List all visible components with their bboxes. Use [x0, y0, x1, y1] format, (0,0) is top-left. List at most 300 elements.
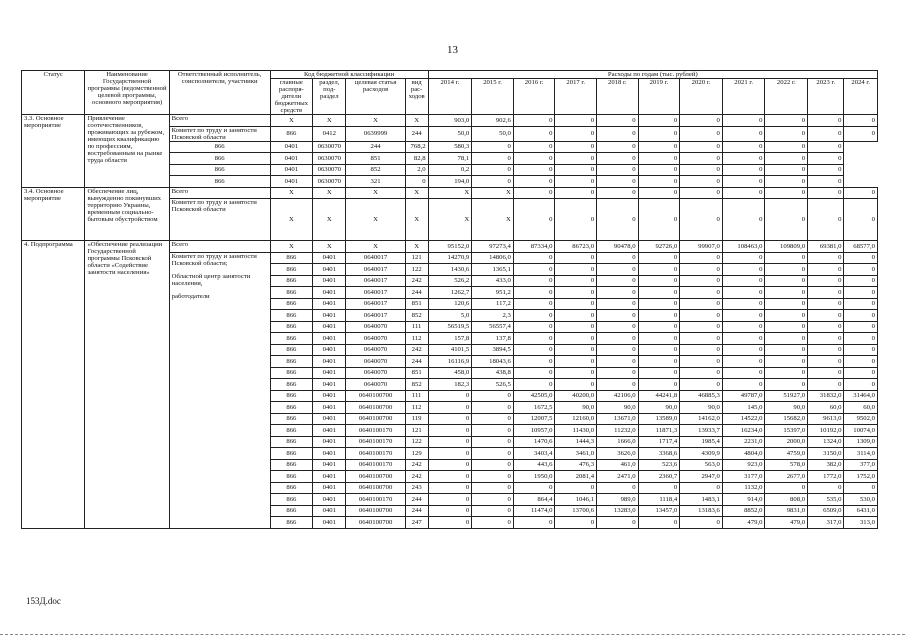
value-cell: 18043,6: [472, 356, 514, 368]
value-cell: 2000,0: [765, 436, 808, 448]
value-cell: 0: [844, 126, 878, 141]
value-cell: 0: [513, 333, 555, 345]
value-cell: 0: [808, 199, 844, 241]
executor-line: работодатели: [171, 292, 210, 300]
value-cell: 0: [597, 310, 639, 322]
value-cell: 44241,8: [638, 390, 680, 402]
code-cell: 0639999: [346, 126, 405, 141]
code-cell: 866: [169, 141, 270, 153]
value-cell: 433,0: [472, 275, 514, 287]
value-cell: 90,0: [597, 402, 639, 414]
value-cell: 951,2: [472, 287, 514, 299]
code-cell: 0401: [313, 425, 346, 437]
value-cell: 1309,0: [844, 436, 878, 448]
value-cell: 0: [597, 321, 639, 333]
value-cell: 0: [555, 199, 597, 241]
value-cell: 1046,1: [555, 494, 597, 506]
executor-cell: Всего: [169, 115, 270, 127]
value-cell: 0: [765, 164, 808, 176]
value-cell: 3894,5: [472, 344, 514, 356]
value-cell: 2947,0: [680, 471, 723, 483]
value-cell: 0: [765, 141, 808, 153]
value-cell: 42106,0: [597, 390, 639, 402]
code-cell: 0401: [270, 153, 313, 165]
value-cell: 0: [722, 310, 765, 322]
value-cell: 0: [472, 425, 514, 437]
value-cell: 0: [680, 482, 723, 494]
value-cell: 0: [472, 448, 514, 460]
value-cell: 0: [808, 321, 844, 333]
value-cell: 0: [638, 333, 680, 345]
code-cell: 866: [169, 164, 270, 176]
value-cell: 0: [472, 390, 514, 402]
value-cell: 0: [808, 176, 844, 188]
value-cell: 120,6: [428, 298, 472, 310]
code-cell: 0640017: [346, 252, 405, 264]
value-cell: 0: [765, 187, 808, 199]
value-cell: 0: [555, 310, 597, 322]
code-cell: 866: [270, 298, 313, 310]
code-cell: X: [405, 187, 428, 199]
value-cell: 0: [513, 126, 555, 141]
code-cell: 244: [405, 494, 428, 506]
value-cell: 580,3: [428, 141, 472, 153]
code-cell: 0640070: [346, 367, 405, 379]
value-cell: 0: [765, 275, 808, 287]
value-cell: 3114,0: [844, 448, 878, 460]
value-cell: 69381,0: [808, 241, 844, 253]
code-cell: 119: [405, 413, 428, 425]
code-cell: 866: [270, 471, 313, 483]
code-cell: X: [313, 115, 346, 127]
value-cell: 9613,0: [808, 413, 844, 425]
code-cell: 0401: [313, 298, 346, 310]
code-cell: 0640070: [346, 356, 405, 368]
value-cell: 108463,0: [722, 241, 765, 253]
value-cell: 10957,0: [513, 425, 555, 437]
code-cell: 0401: [313, 402, 346, 414]
code-cell: 0640100700: [346, 517, 405, 529]
code-cell: X: [405, 115, 428, 127]
code-cell: 0401: [313, 287, 346, 299]
code-cell: 112: [405, 333, 428, 345]
value-cell: 117,2: [472, 298, 514, 310]
value-cell: 3150,0: [808, 448, 844, 460]
value-cell: 0: [597, 141, 639, 153]
value-cell: 0: [680, 333, 723, 345]
value-cell: 0: [513, 482, 555, 494]
value-cell: 523,6: [638, 459, 680, 471]
value-cell: 0: [844, 310, 878, 322]
value-cell: 95152,0: [428, 241, 472, 253]
value-cell: 0: [555, 176, 597, 188]
value-cell: 0: [597, 344, 639, 356]
value-cell: 13283,0: [597, 505, 639, 517]
value-cell: 0: [513, 141, 555, 153]
value-cell: 0: [638, 344, 680, 356]
code-cell: 866: [270, 425, 313, 437]
value-cell: 0: [765, 252, 808, 264]
value-cell: 0: [597, 367, 639, 379]
code-cell: 121: [405, 252, 428, 264]
table-row: [22, 115, 878, 127]
value-cell: 0: [597, 164, 639, 176]
value-cell: 0: [638, 321, 680, 333]
value-cell: 0: [844, 482, 878, 494]
value-cell: 1470,6: [513, 436, 555, 448]
code-cell: 0640100170: [346, 494, 405, 506]
value-cell: 6509,0: [808, 505, 844, 517]
value-cell: 0: [472, 517, 514, 529]
document-filename: 153Д.doc: [26, 596, 61, 606]
value-cell: 0: [638, 517, 680, 529]
value-cell: 0: [597, 115, 639, 127]
code-cell: 0640100700: [346, 390, 405, 402]
value-cell: 0: [597, 356, 639, 368]
value-cell: 3461,0: [555, 448, 597, 460]
executor-line: Областной центр занятости населения,: [171, 272, 251, 287]
value-cell: 0: [722, 187, 765, 199]
value-cell: 0: [680, 199, 723, 241]
header-year: 2020 г.: [680, 79, 723, 115]
value-cell: 86723,0: [555, 241, 597, 253]
value-cell: 0: [844, 298, 878, 310]
code-cell: 866: [270, 482, 313, 494]
header-status: Статус: [22, 71, 85, 115]
value-cell: 3626,0: [597, 448, 639, 460]
page-number: 13: [447, 44, 458, 56]
value-cell: 1118,4: [638, 494, 680, 506]
code-cell: 0401: [313, 505, 346, 517]
value-cell: 0: [472, 459, 514, 471]
value-cell: 0: [638, 264, 680, 276]
value-cell: 40200,0: [555, 390, 597, 402]
header-year: 2022 г.: [765, 79, 808, 115]
value-cell: 526,2: [428, 275, 472, 287]
code-cell: 242: [405, 471, 428, 483]
value-cell: 0: [844, 379, 878, 391]
code-cell: X: [270, 115, 313, 127]
code-cell: 866: [270, 126, 313, 141]
value-cell: 0: [513, 344, 555, 356]
code-cell: 852: [405, 379, 428, 391]
value-cell: 0: [597, 264, 639, 276]
value-cell: 0: [428, 390, 472, 402]
value-cell: 0: [513, 115, 555, 127]
value-cell: 1483,1: [680, 494, 723, 506]
code-cell: 0401: [313, 459, 346, 471]
value-cell: 0: [597, 252, 639, 264]
value-cell: 0: [722, 252, 765, 264]
code-cell: 0630070: [313, 153, 346, 165]
code-cell: 851: [405, 298, 428, 310]
value-cell: 0: [765, 333, 808, 345]
header-code-col: главные распоря-дители бюджетных средств: [270, 79, 313, 115]
value-cell: 4804,0: [722, 448, 765, 460]
code-cell: 0640100700: [346, 505, 405, 517]
value-cell: 0: [680, 252, 723, 264]
value-cell: 526,5: [472, 379, 514, 391]
value-cell: 864,4: [513, 494, 555, 506]
header-year: 2019 г.: [638, 79, 680, 115]
code-cell: 244: [405, 356, 428, 368]
value-cell: 3403,4: [513, 448, 555, 460]
code-cell: 244: [405, 126, 428, 141]
value-cell: 11474,0: [513, 505, 555, 517]
value-cell: 0: [844, 321, 878, 333]
value-cell: 0: [638, 126, 680, 141]
value-cell: 50,0: [472, 126, 514, 141]
value-cell: X: [472, 199, 514, 241]
value-cell: 0: [680, 287, 723, 299]
value-cell: 4759,0: [765, 448, 808, 460]
value-cell: 0: [722, 344, 765, 356]
value-cell: 0: [555, 356, 597, 368]
value-cell: 87334,0: [513, 241, 555, 253]
value-cell: 0: [765, 153, 808, 165]
value-cell: 97273,4: [472, 241, 514, 253]
code-cell: 866: [270, 321, 313, 333]
value-cell: 0: [555, 517, 597, 529]
value-cell: 56557,4: [472, 321, 514, 333]
code-cell: 866: [270, 344, 313, 356]
value-cell: 0: [722, 264, 765, 276]
value-cell: X: [428, 199, 472, 241]
value-cell: 0: [428, 413, 472, 425]
value-cell: 78,1: [428, 153, 472, 165]
value-cell: 0: [808, 379, 844, 391]
value-cell: 3368,6: [638, 448, 680, 460]
executor-cell: Комитет по труду и занятости Псковской области: [169, 126, 270, 141]
value-cell: 0: [555, 287, 597, 299]
value-cell: 0: [428, 402, 472, 414]
value-cell: 0: [680, 321, 723, 333]
value-cell: 443,6: [513, 459, 555, 471]
value-cell: 0: [472, 471, 514, 483]
value-cell: 0: [597, 199, 639, 241]
code-cell: 866: [270, 310, 313, 322]
code-cell: 866: [270, 505, 313, 517]
value-cell: 0: [722, 367, 765, 379]
code-cell: 0401: [313, 367, 346, 379]
code-cell: 247: [405, 517, 428, 529]
value-cell: 0: [722, 126, 765, 141]
value-cell: 0: [765, 126, 808, 141]
value-cell: 14522,0: [722, 413, 765, 425]
value-cell: 1365,1: [472, 264, 514, 276]
value-cell: 0: [765, 264, 808, 276]
value-cell: 0: [513, 176, 555, 188]
table-row: [22, 187, 878, 199]
code-cell: X: [313, 187, 346, 199]
header-year: 2014 г.: [428, 79, 472, 115]
code-cell: 0401: [313, 494, 346, 506]
code-cell: 0630070: [313, 176, 346, 188]
code-cell: 0412: [313, 126, 346, 141]
value-cell: 0: [680, 356, 723, 368]
value-cell: 0: [765, 298, 808, 310]
value-cell: 0: [638, 275, 680, 287]
value-cell: 0: [680, 176, 723, 188]
value-cell: 0: [555, 153, 597, 165]
header-code-col: целевая статья расходов: [346, 79, 405, 115]
value-cell: 461,0: [597, 459, 639, 471]
value-cell: 0: [722, 164, 765, 176]
code-cell: 0401: [313, 482, 346, 494]
code-cell: 0401: [313, 390, 346, 402]
value-cell: 4309,9: [680, 448, 723, 460]
code-cell: X: [405, 199, 428, 241]
value-cell: 0: [722, 333, 765, 345]
value-cell: 923,0: [722, 459, 765, 471]
value-cell: 0: [555, 333, 597, 345]
value-cell: 0: [844, 187, 878, 199]
value-cell: 0: [472, 494, 514, 506]
code-cell: 0640017: [346, 287, 405, 299]
code-cell: 852: [405, 310, 428, 322]
code-cell: 0640100170: [346, 448, 405, 460]
value-cell: 68577,0: [844, 241, 878, 253]
value-cell: 60,0: [844, 402, 878, 414]
value-cell: 0: [765, 344, 808, 356]
value-cell: 11232,0: [597, 425, 639, 437]
value-cell: X: [428, 187, 472, 199]
code-cell: 0401: [313, 379, 346, 391]
value-cell: 0: [513, 187, 555, 199]
value-cell: 56519,5: [428, 321, 472, 333]
code-cell: 866: [270, 436, 313, 448]
program-name-cell: Обеспечение лиц, вынужденно покинувших территорию Украины, временным социально-бытовым обустройством: [85, 187, 169, 241]
value-cell: 0: [844, 356, 878, 368]
value-cell: 438,8: [472, 367, 514, 379]
code-cell: 0401: [313, 252, 346, 264]
value-cell: 0: [808, 310, 844, 322]
code-cell: 0640100170: [346, 459, 405, 471]
value-cell: 0: [555, 321, 597, 333]
value-cell: 0,2: [428, 164, 472, 176]
value-cell: 13933,7: [680, 425, 723, 437]
value-cell: 0: [638, 176, 680, 188]
value-cell: 194,0: [428, 176, 472, 188]
value-cell: 0: [597, 275, 639, 287]
value-cell: 0: [638, 310, 680, 322]
value-cell: 0: [513, 287, 555, 299]
value-cell: 0: [722, 115, 765, 127]
value-cell: 0: [808, 141, 844, 153]
code-cell: X: [405, 241, 428, 253]
code-cell: 866: [270, 356, 313, 368]
value-cell: 13671,0: [597, 413, 639, 425]
value-cell: 0: [808, 482, 844, 494]
header-year: 2016 г.: [513, 79, 555, 115]
value-cell: 0: [722, 176, 765, 188]
value-cell: 9502,0: [844, 413, 878, 425]
value-cell: 0: [765, 176, 808, 188]
code-cell: X: [346, 115, 405, 127]
value-cell: 0: [680, 141, 723, 153]
value-cell: 0: [680, 164, 723, 176]
code-cell: 122: [405, 264, 428, 276]
value-cell: 0: [808, 333, 844, 345]
code-cell: 866: [270, 252, 313, 264]
value-cell: 0: [844, 264, 878, 276]
code-cell: 866: [270, 413, 313, 425]
value-cell: 0: [555, 298, 597, 310]
code-cell: 0401: [313, 517, 346, 529]
value-cell: 12160,0: [555, 413, 597, 425]
value-cell: 8852,0: [722, 505, 765, 517]
value-cell: 13700,6: [555, 505, 597, 517]
value-cell: 42505,0: [513, 390, 555, 402]
value-cell: 0: [597, 176, 639, 188]
value-cell: 0: [513, 356, 555, 368]
value-cell: 808,0: [765, 494, 808, 506]
code-cell: 866: [169, 153, 270, 165]
value-cell: 82,8: [405, 153, 428, 165]
value-cell: 0: [638, 199, 680, 241]
value-cell: 563,0: [680, 459, 723, 471]
value-cell: 377,0: [844, 459, 878, 471]
value-cell: 0: [808, 153, 844, 165]
value-cell: 11430,0: [555, 425, 597, 437]
value-cell: 1752,0: [844, 471, 878, 483]
value-cell: 3177,0: [722, 471, 765, 483]
value-cell: 0: [765, 310, 808, 322]
code-cell: X: [270, 187, 313, 199]
value-cell: 0: [808, 126, 844, 141]
value-cell: 0: [765, 321, 808, 333]
value-cell: 0: [722, 356, 765, 368]
value-cell: 10192,0: [808, 425, 844, 437]
value-cell: 0: [513, 264, 555, 276]
value-cell: 12007,5: [513, 413, 555, 425]
value-cell: 90478,0: [597, 241, 639, 253]
value-cell: 10074,0: [844, 425, 878, 437]
code-cell: X: [313, 241, 346, 253]
code-cell: 0401: [313, 310, 346, 322]
value-cell: 0: [428, 459, 472, 471]
value-cell: 0: [722, 275, 765, 287]
code-cell: 0401: [313, 344, 346, 356]
value-cell: 16234,0: [722, 425, 765, 437]
value-cell: 0: [638, 356, 680, 368]
code-cell: 851: [405, 367, 428, 379]
value-cell: 0: [472, 413, 514, 425]
value-cell: 0: [555, 344, 597, 356]
value-cell: 530,0: [844, 494, 878, 506]
value-cell: 317,0: [808, 517, 844, 529]
program-name-cell: Привлечение соотечественников, проживающих за рубежом, имеющих квалификацию по профессиям, востребованным на рынке труда области: [85, 115, 169, 188]
value-cell: 0: [844, 252, 878, 264]
value-cell: 0: [722, 298, 765, 310]
value-cell: 0: [680, 367, 723, 379]
code-cell: 243: [405, 482, 428, 494]
code-cell: 852: [346, 164, 405, 176]
value-cell: 1672,5: [513, 402, 555, 414]
value-cell: 0: [680, 187, 723, 199]
value-cell: 14162,0: [680, 413, 723, 425]
value-cell: 50,0: [428, 126, 472, 141]
value-cell: 0: [722, 153, 765, 165]
value-cell: 0: [844, 199, 878, 241]
value-cell: 0: [513, 367, 555, 379]
value-cell: 0: [555, 252, 597, 264]
value-cell: 479,0: [765, 517, 808, 529]
value-cell: 0: [513, 153, 555, 165]
value-cell: 1666,0: [597, 436, 639, 448]
code-cell: X: [313, 199, 346, 241]
value-cell: 0: [722, 287, 765, 299]
